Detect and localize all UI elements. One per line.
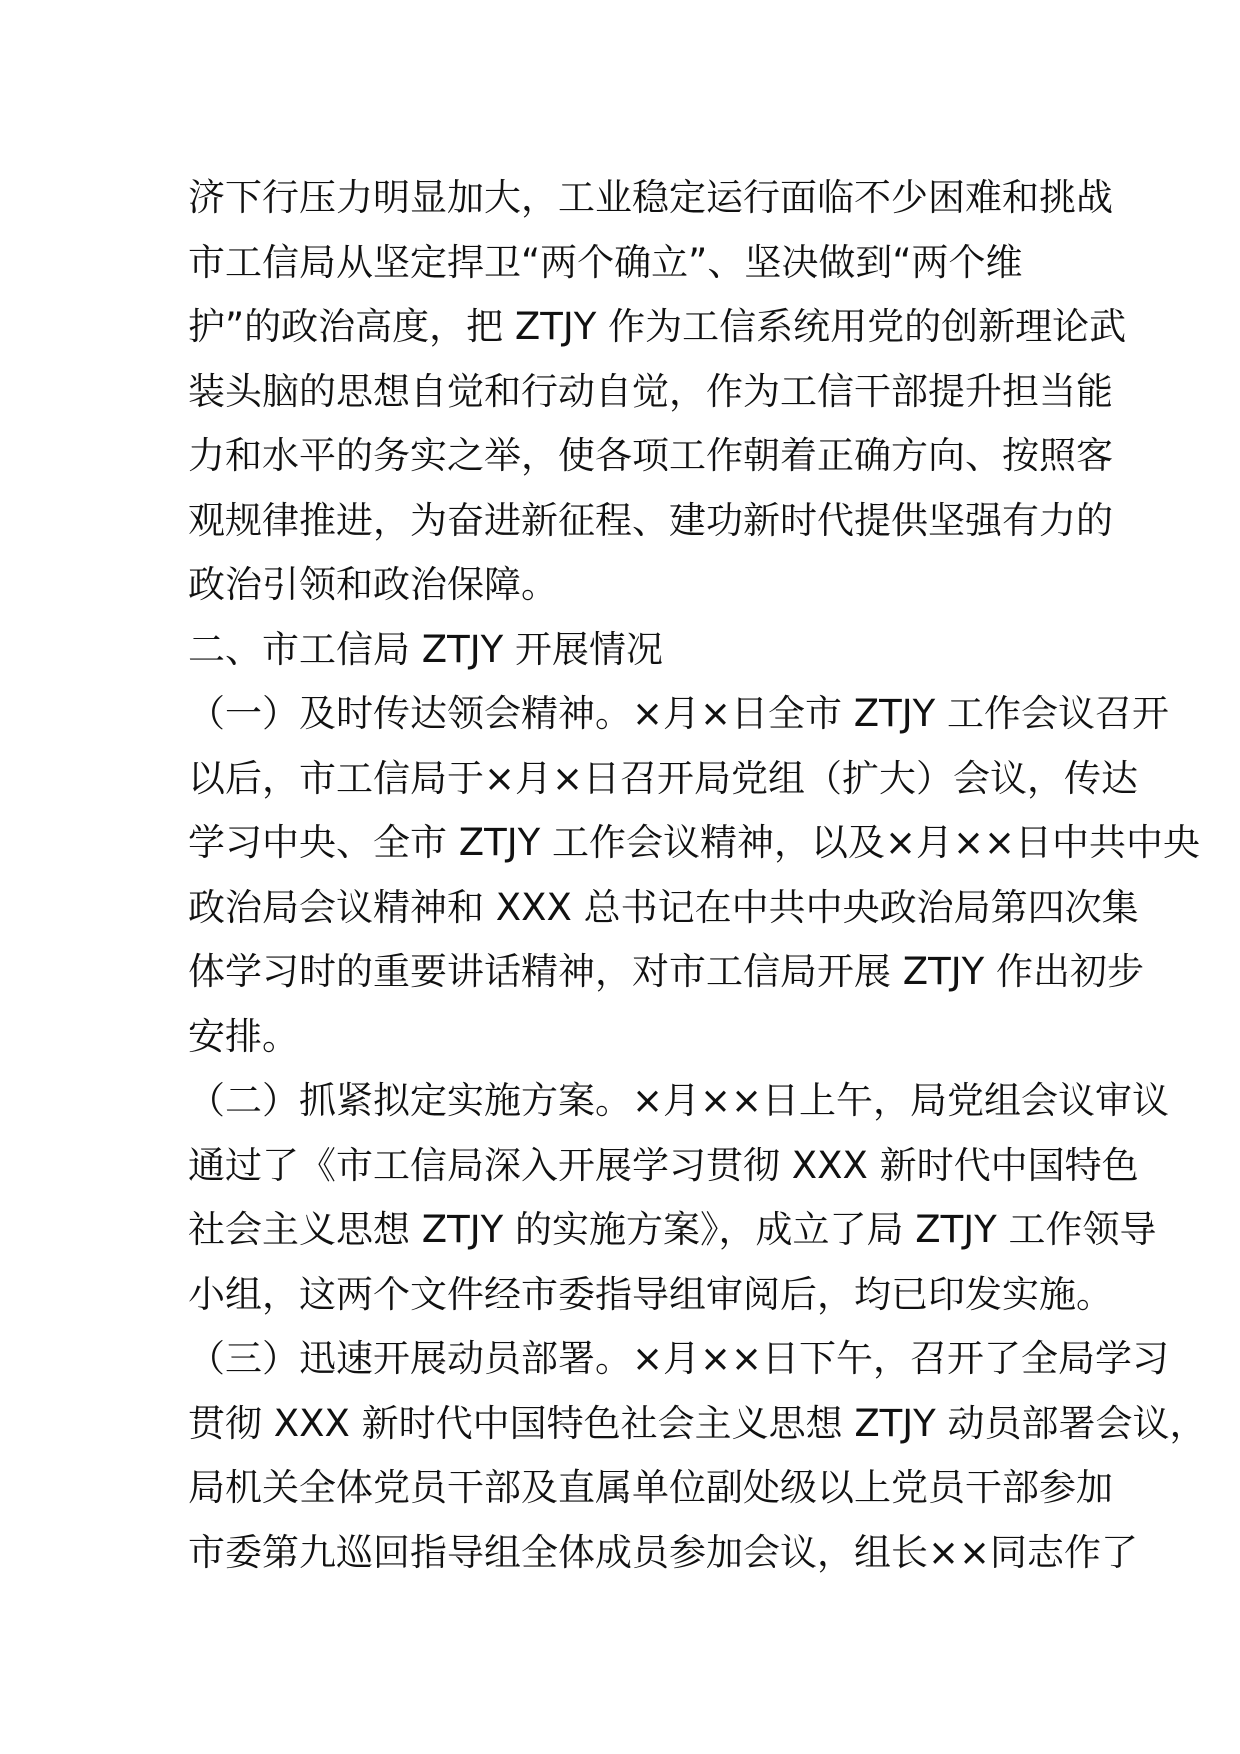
text-line: 市委第九巡回指导组全体成员参加会议，组长××同志作了 xyxy=(188,1530,1139,1574)
text-line: 政治引领和政治保障。 xyxy=(188,563,558,606)
text-line: 市工信局从坚定捍卫“两个确立”、坚决做到“两个维 xyxy=(188,240,1023,284)
text-line: 济下行压力明显加大，工业稳定运行面临不少困难和挑战 xyxy=(188,176,1113,219)
text-line: 力和水平的务实之举，使各项工作朝着正确方向、按照客 xyxy=(188,434,1113,477)
text-line: 社会主义思想 ZTJY 的实施方案》，成立了局 ZTJY 工作领导 xyxy=(188,1208,1157,1251)
text-line: 学习中央、全市 ZTJY 工作会议精神，以及×月××日中共中央 xyxy=(188,821,1200,864)
text-line: 通过了《市工信局深入开展学习贯彻 XXX 新时代中国特色 xyxy=(188,1143,1139,1187)
text-line: 政治局会议精神和 XXX 总书记在中共中央政治局第四次集 xyxy=(188,885,1139,929)
section-heading: 二、市工信局 ZTJY 开展情况 xyxy=(188,627,663,671)
text-line: 小组，这两个文件经市委指导组审阅后，均已印发实施。 xyxy=(188,1272,1113,1316)
body-text xyxy=(188,166,1207,1585)
text-line: 局机关全体党员干部及直属单位副处级以上党员干部参加 xyxy=(188,1466,1113,1509)
text-line: （二）抓紧拟定实施方案。×月××日上午，局党组会议审议 xyxy=(188,1079,1170,1122)
text-line: （三）迅速开展动员部署。×月××日下午，召开了全局学习 xyxy=(188,1337,1170,1380)
text-line: 装头脑的思想自觉和行动自觉，作为工信干部提升担当能 xyxy=(188,369,1113,413)
text-line: 以后，市工信局于×月×日召开局党组（扩大）会议，传达 xyxy=(188,756,1139,800)
text-line: 护”的政治高度，把 ZTJY 作为工信系统用党的创新理论武 xyxy=(188,305,1127,348)
text-line: （一）及时传达领会精神。×月×日全市 ZTJY 工作会议召开 xyxy=(188,692,1169,735)
text-line: 贯彻 XXX 新时代中国特色社会主义思想 ZTJY 动员部署会议， xyxy=(188,1401,1207,1445)
text-line: 体学习时的重要讲话精神，对市工信局开展 ZTJY 作出初步 xyxy=(188,950,1144,993)
text-line: 安排。 xyxy=(188,1014,299,1058)
text-line: 观规律推进，为奋进新征程、建功新时代提供坚强有力的 xyxy=(188,498,1113,542)
